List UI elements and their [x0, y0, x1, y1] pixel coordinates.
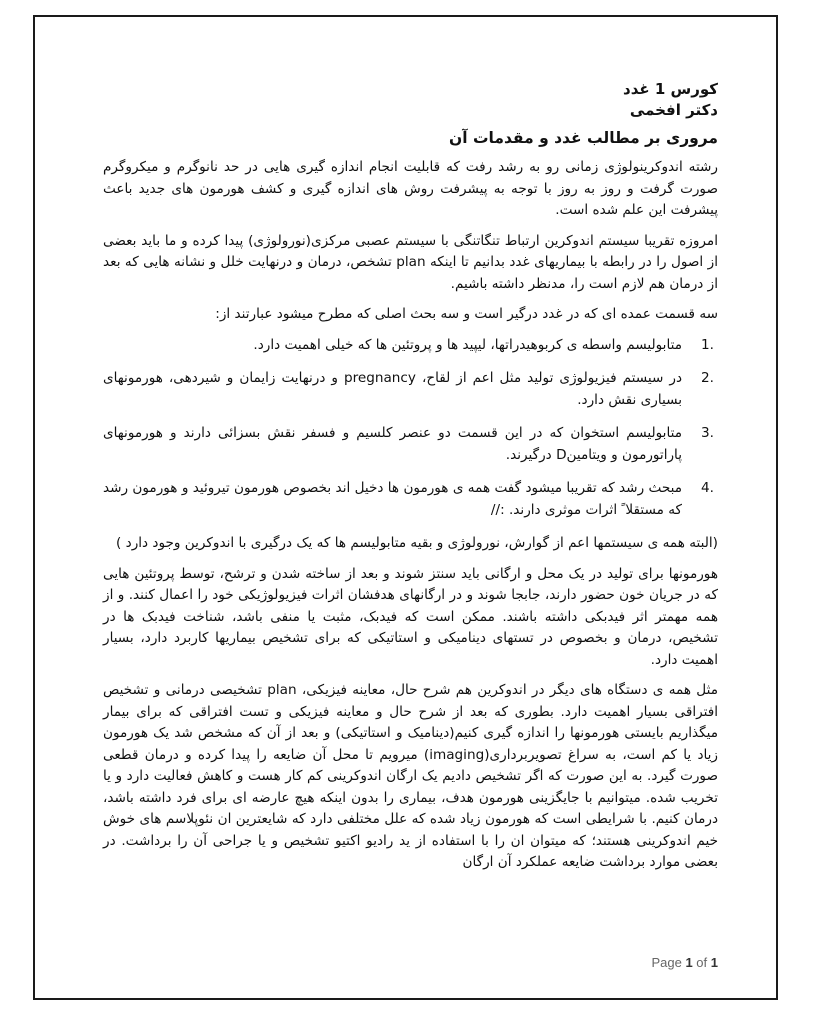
page-total: 1 [710, 955, 718, 970]
paragraph-hormones: هورمونها برای تولید در یک محل و ارگانی باید سنتز شوند و بعد از ساخته شدن و ترشح، توسط پروتئین هایی که در جریان خون حضور دارند، جابجا شوند و در ارگانهای هدفشان اثرات فیزیولوژیکی خود را اعمال کنند. و از همه مهمتر اثر فیدبکی داشته باشند. ممکن است که فیدبک، مثبت یا منفی باشد، شناخت فیدبک ها در تشخیص، درمان و بخصوص در تستهای دینامیکی و استاتیکی که برای تشخیص بیماریها کاربرد دارد، بسیار اهمیت دارد. [103, 565, 718, 668]
paragraph-diagnosis: مثل همه ی دستگاه های دیگر در اندوکرین هم شرح حال، معاینه فیزیکی، plan تشخیصی درمانی و تشخیص افتراقی بسیار اهمیت دارد. بطوری که بعد از شرح حال و معاینه فیزیکی و تست افتراقی که برای بیمار میگذاریم بایستی هورمونها را اندازه گیری کنیم(دینامیک و استاتیکی) و بعد از آن که مشخص شد یک هورمون زیاد یا کم است، به سراغ تصویربرداری(imaging) میرویم تا محل آن ضایعه را پیدا کرده و درمان قطعی صورت گیرد. به این صورت که اگر تشخیص دادیم یک ارگان اندوکرینی کم کار هست و کاهش فعالیت دارد و یا تخریب شده. میتوانیم با جایگزینی هورمون هدف، بیماری را بدون اینکه هیچ عارضه ای برای فرد داشته باشد، درمان کنیم. با شرایطی است که هورمون زیاد شده که علل مختلفی دارد که شایعترین ان نئوپلاسم های خوش خیم اندوکرینی هستند؛ که میتوان ان را با استفاده از ید رادیو اکتیو تشخیص و یا جراحی آن را برداشت. در بعضی موارد برداشت ضایعه عملکرد آن ارگان [103, 682, 718, 870]
paragraph-nervous-system: امروزه تقریبا سیستم اندوکرین ارتباط تنگاتنگی با سیستم عصبی مرکزی(نورولوژی) پیدا کرده و ما باید بعضی از اصول را در رابطه با بیماریهای غدد بدانیم تا اینکه plan تشخص، درمان و درنهایت خلل و نشانه هایی که بعد از درمان هم لازم است را، مدنظر داشته باشیم. [103, 232, 718, 292]
document-page [33, 15, 778, 1000]
section-title: مروری بر مطالب غدد و مقدمات آن [449, 129, 718, 147]
list-item-number: 4. [701, 480, 714, 496]
list-item-number: 3. [701, 425, 714, 441]
list-item-number: 1. [701, 336, 714, 353]
course-title: کورس 1 غدد [623, 80, 718, 98]
list-item [103, 423, 718, 466]
page-of: of [696, 955, 708, 970]
page-label: Page [651, 955, 682, 970]
doctor-name: دکتر افخمی [629, 101, 718, 119]
document-body [103, 79, 718, 883]
list-item-number: 2. [701, 370, 714, 386]
list-item [103, 335, 718, 357]
page-current: 1 [685, 955, 693, 970]
list-item-text: متابولیسم استخوان که در این قسمت دو عنصر کلسیم و فسفر نقش بسزائی دارند و هورمونهای پاراتورمون و ویتامینD درگیرند. [103, 425, 682, 463]
topics-list [103, 335, 718, 522]
paragraph-intro: رشته اندوکرینولوژی زمانی رو به رشد رفت که قابلیت انجام اندازه گیری هایی در حد نانوگرم و میکروگرم صورت گرفت و روز به روز با توجه به پیشرفت روش های اندازه گیری و کشف هورمون های جدید باعث پیشرفت این علم شده است. [103, 159, 718, 218]
list-item [103, 368, 718, 411]
page-number [651, 955, 718, 970]
list-item-text: متابولیسم واسطه ی کربوهیدراتها، لیپید ها و پروتئین ها که خیلی اهمیت دارد. [253, 336, 682, 353]
list-item [103, 478, 718, 521]
list-item-text: در سیستم فیزیولوژی تولید مثل اعم از لقاح، pregnancy و درنهایت زایمان و شیردهی، هورمونهای بسیاری نقش دارد. [103, 370, 682, 408]
list-item-text: مبحث رشد که تقریبا میشود گفت همه ی هورمون ها دخیل اند بخصوص هورمون تیروئید و هورمون رشد که مستقلا ً اثرات موثری دارند. :// [103, 480, 682, 518]
paragraph-note: (البته همه ی سیستمها اعم از گوارش، نورولوژی و بقیه متابولیسم ها که یک درگیری با اندوکرین وجود دارد ) [116, 535, 718, 551]
paragraph-three-parts: سه قسمت عمده ای که در غدد درگیر است و سه بحث اصلی که مطرح میشود عبارتند از: [215, 306, 718, 322]
